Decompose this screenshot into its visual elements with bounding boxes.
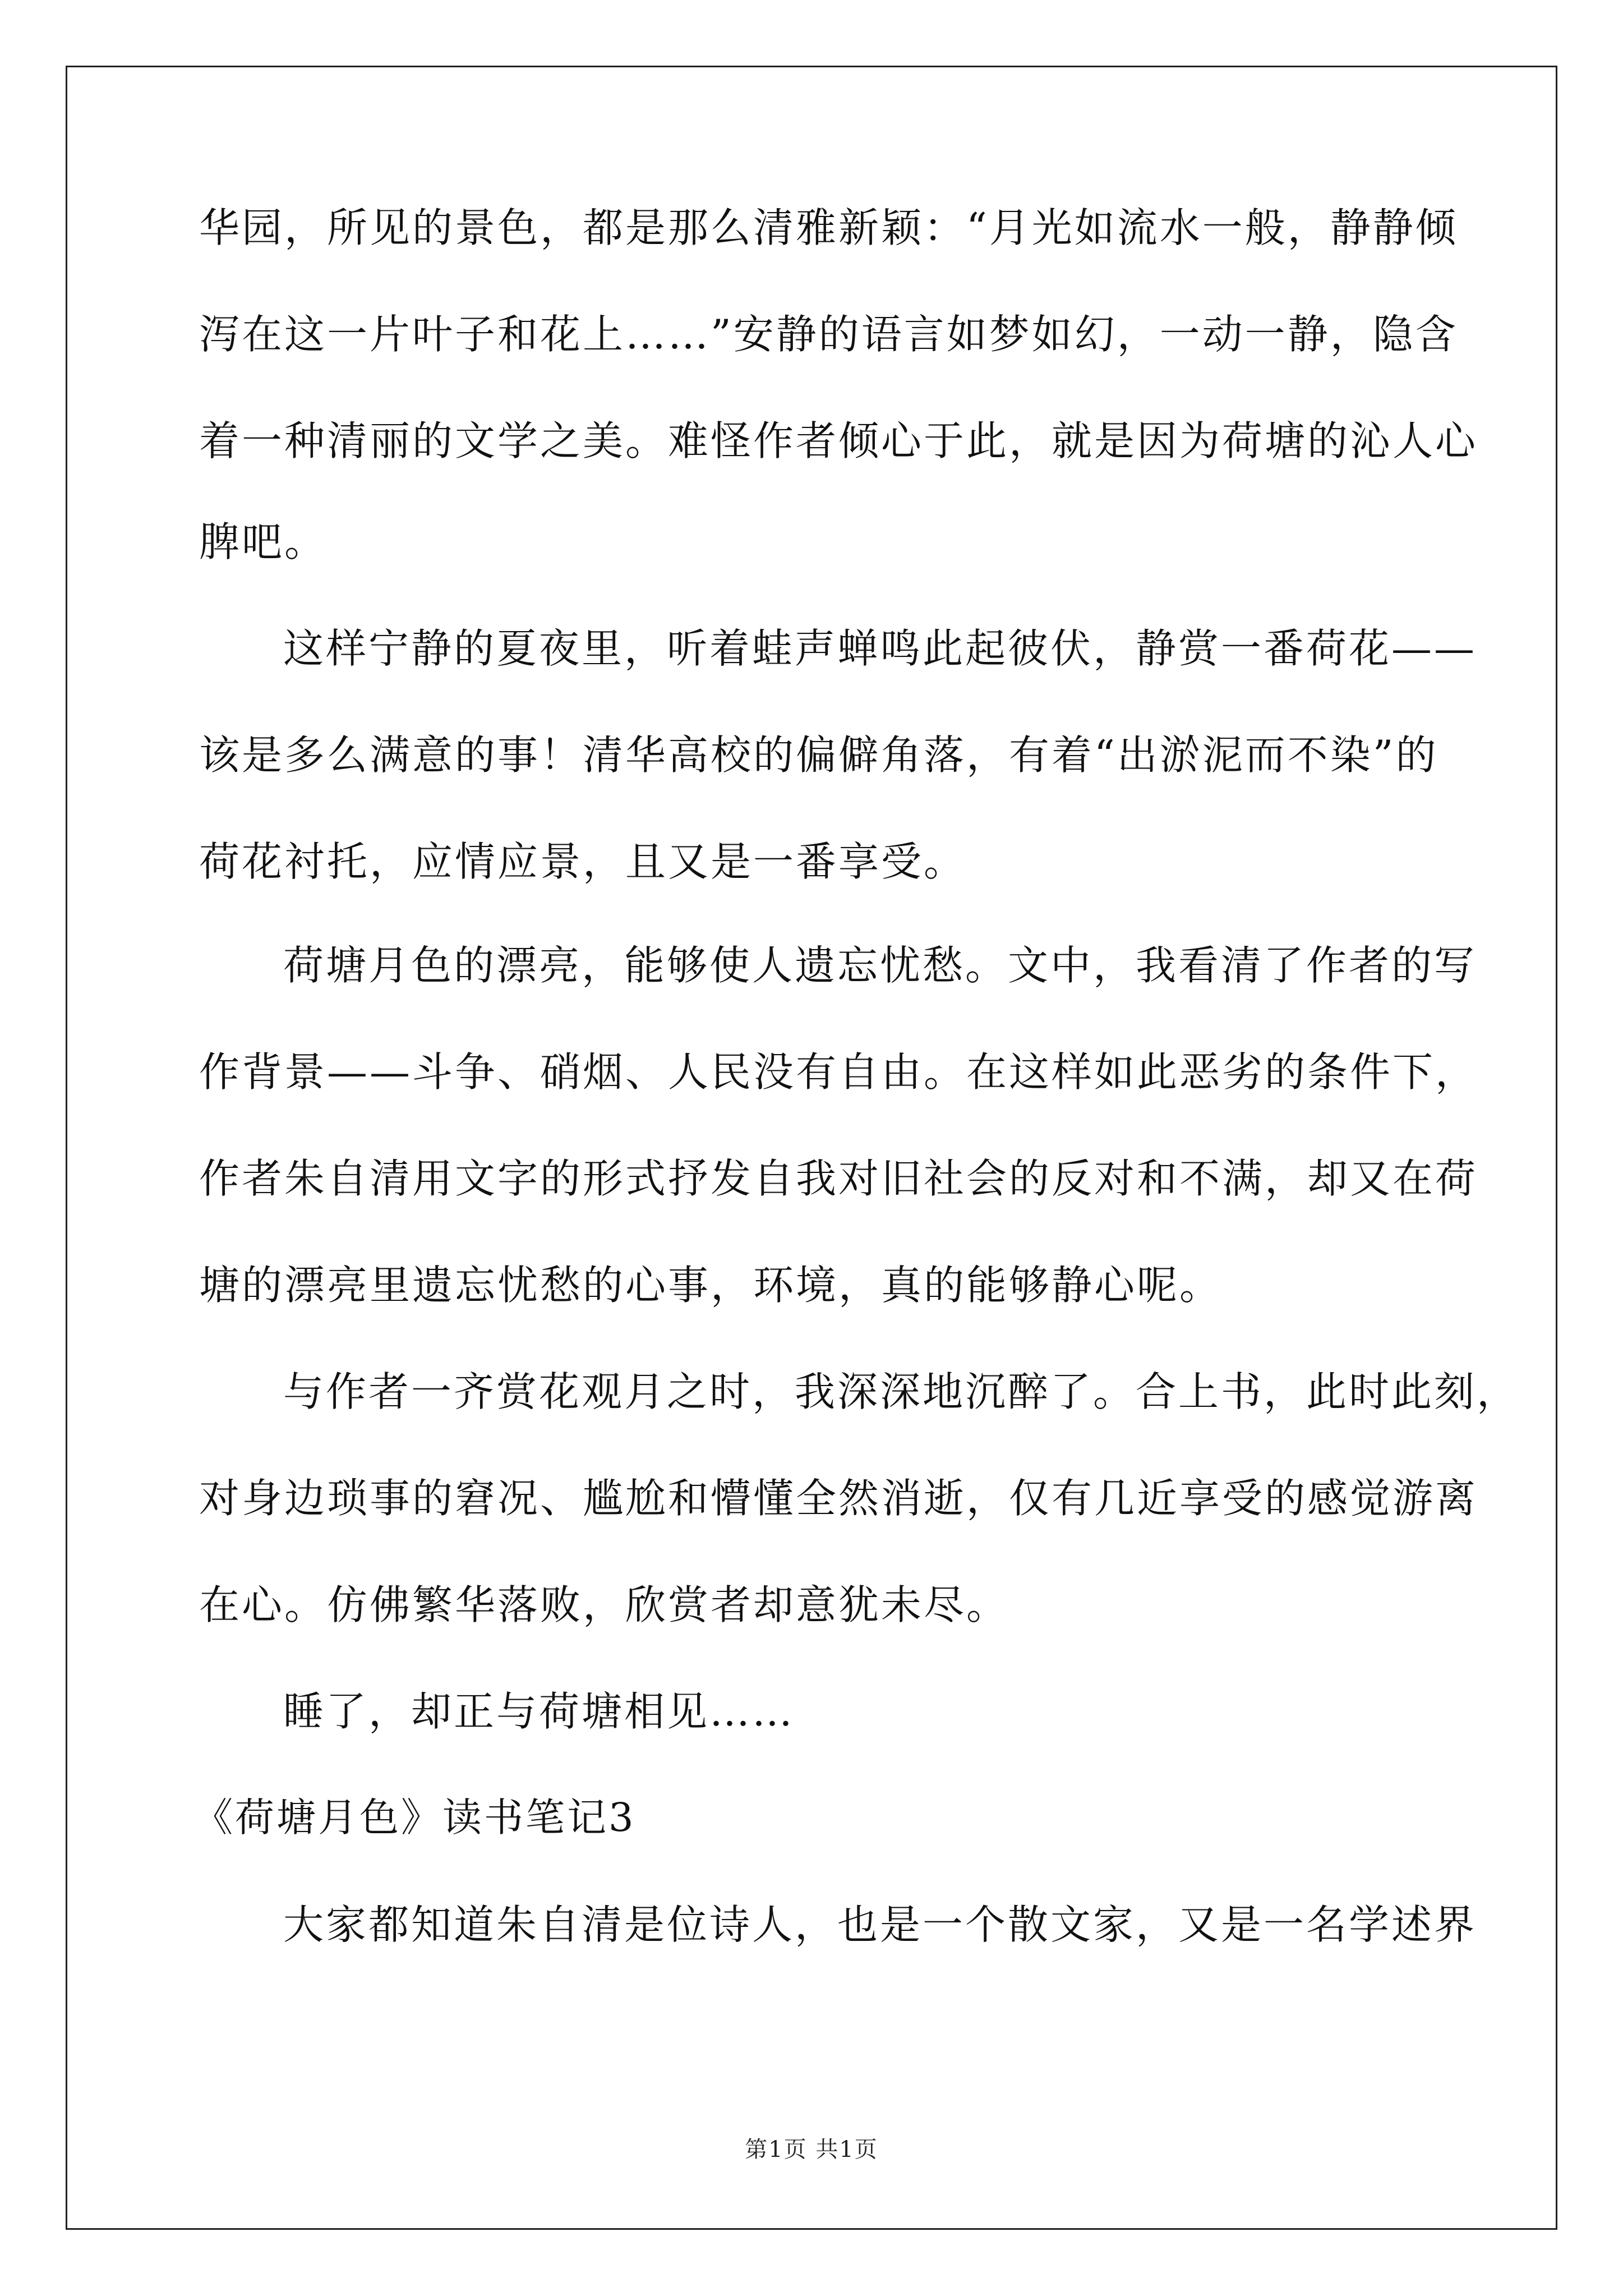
text-line: 华园，所见的景色，都是那么清雅新颖：“月光如流水一般，静静倾: [199, 204, 1458, 251]
text-line: 睡了，却正与荷塘相见……: [283, 1688, 795, 1735]
text-line: 脾吧。: [199, 518, 328, 565]
text-line: 泻在这一片叶子和花上……”安静的语言如梦如幻，一动一静，隐含: [199, 311, 1458, 358]
text-line: 着一种清丽的文学之美。难怪作者倾心于此，就是因为荷塘的沁人心: [199, 417, 1478, 464]
text-line: 荷塘月色的漂亮，能够使人遗忘忧愁。文中，我看清了作者的写: [283, 942, 1477, 989]
text-line: 作者朱自清用文字的形式抒发自我对旧社会的反对和不满，却又在荷: [199, 1155, 1478, 1202]
text-line: 荷花衬托，应情应景，且又是一番享受。: [199, 838, 967, 885]
text-line: 大家都知道朱自清是位诗人，也是一个散文家，又是一名学述界: [283, 1901, 1477, 1948]
text-line: 作背景——斗争、硝烟、人民没有自由。在这样如此恶劣的条件下，: [199, 1048, 1478, 1096]
text-line: 与作者一齐赏花观月之时，我深深地沉醉了。合上书，此时此刻，: [283, 1368, 1520, 1415]
page-footer: 第1页 共1页: [745, 2137, 878, 2162]
section-heading: 《荷塘月色》读书笔记3: [193, 1795, 636, 1841]
text-line: 该是多么满意的事！清华高校的偏僻角落，有着“出淤泥而不染”的: [199, 731, 1438, 779]
text-line: 在心。仿佛繁华落败，欣赏者却意犹未尽。: [199, 1581, 1009, 1628]
text-line: 对身边琐事的窘况、尴尬和懵懂全然消逝，仅有几近享受的感觉游离: [199, 1475, 1478, 1522]
text-line: 塘的漂亮里遗忘忧愁的心事，环境，真的能够静心呢。: [199, 1262, 1223, 1309]
text-line: 这样宁静的夏夜里，听着蛙声蝉鸣此起彼伏，静赏一番荷花——: [283, 625, 1477, 672]
